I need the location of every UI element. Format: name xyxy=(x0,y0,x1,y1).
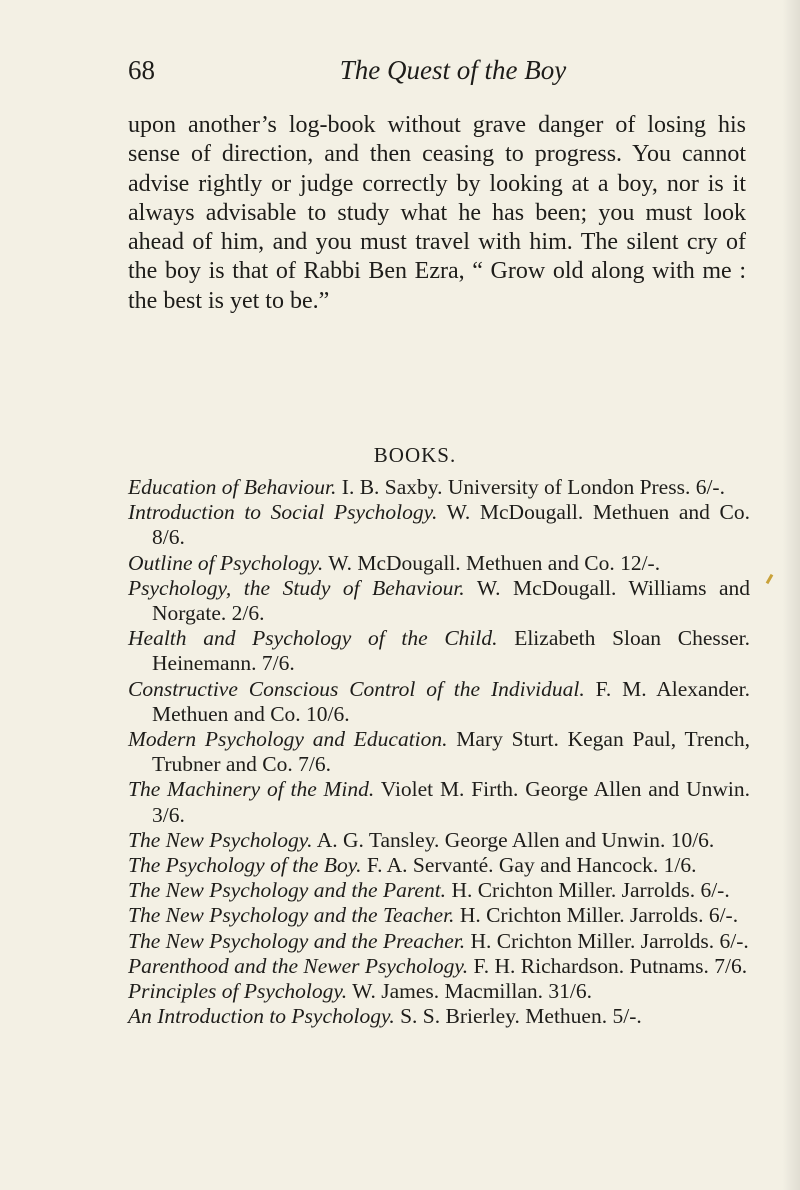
book-details: W. James. Macmillan. 31/6. xyxy=(352,979,592,1004)
page-edge-shadow xyxy=(782,0,800,1190)
book-entry xyxy=(128,878,750,903)
running-title: The Quest of the Boy xyxy=(339,55,567,85)
book-title: The New Psychology and the Parent. xyxy=(128,878,447,903)
book-title: Principles of Psychology. xyxy=(128,979,348,1004)
book-details: H. Crichton Miller. Jarrolds. 6/-. xyxy=(451,878,730,903)
book-details: Mary Sturt. Kegan Paul, Trench, Trubner and Co. 7/6. xyxy=(152,727,750,777)
book-entry xyxy=(128,954,750,979)
book-entry xyxy=(128,626,750,676)
book-title: Introduction to Social Psychology. xyxy=(128,500,438,525)
book-title: Health and Psychology of the Child. xyxy=(128,626,498,651)
book-entry xyxy=(128,903,750,928)
book-title: The New Psychology and the Teacher. xyxy=(128,903,455,928)
book-entry xyxy=(128,1004,750,1029)
book-entry xyxy=(128,677,750,727)
book-details: H. Crichton Miller. Jarrolds. 6/-. xyxy=(459,903,739,928)
book-title: An Introduction to Psychology. xyxy=(128,1004,395,1029)
book-entry xyxy=(128,727,750,777)
book-entry xyxy=(128,475,750,500)
books-heading: BOOKS. xyxy=(373,443,457,467)
body-paragraph: upon another’s log-book without grave danger of losing his sense of direction, and then ceasing to progress. You cannot advise rightly or judge correctly by looking at a boy, nor is it always advisable to study what he has been; you must look ahead of him, and you must travel with him. The silent cry of the boy is that of Rabbi Ben Ezra, “ Grow old along with me : the best is yet to be.” xyxy=(128,112,746,314)
book-details: Elizabeth Sloan Chesser. Heinemann. 7/6. xyxy=(152,626,751,676)
book-entry xyxy=(128,576,750,626)
book-details: W. McDougall. Methuen and Co. 12/-. xyxy=(328,550,661,575)
book-details: I. B. Saxby. University of London Press. 6/-. xyxy=(341,475,725,499)
book-list xyxy=(128,475,750,1029)
book-entry xyxy=(128,979,750,1004)
book-details: S. S. Brierley. Methuen. 5/-. xyxy=(400,1004,642,1029)
book-entry xyxy=(128,828,750,853)
book-title: The New Psychology and the Preacher. xyxy=(128,928,466,953)
book-details: Violet M. Firth. George Allen and Unwin. 3/6. xyxy=(152,777,750,827)
book-title: Outline of Psychology. xyxy=(128,550,324,575)
book-details: A. G. Tansley. George Allen and Unwin. 10/6. xyxy=(316,827,715,852)
book-title: The New Psychology. xyxy=(128,827,313,852)
book-details: F. A. Servanté. Gay and Hancock. 1/6. xyxy=(366,853,697,878)
book-title: The Machinery of the Mind. xyxy=(128,777,375,802)
page-header xyxy=(128,55,748,95)
book-entry xyxy=(128,853,750,878)
book-details: W. McDougall. Williams and Norgate. 2/6. xyxy=(152,575,750,626)
book-title: The Psychology of the Boy. xyxy=(128,853,362,878)
book-entry xyxy=(128,551,750,576)
book-title: Psychology, the Study of Behaviour. xyxy=(128,575,465,600)
book-entry xyxy=(128,929,750,954)
book-details: F. H. Richardson. Putnams. 7/6. xyxy=(473,953,748,978)
book-entry xyxy=(128,777,750,827)
book-details: F. M. Alexander. Methuen and Co. 10/6. xyxy=(152,676,750,726)
book-title: Modern Psychology and Education. xyxy=(128,727,448,752)
book-title: Education of Behaviour. xyxy=(128,475,337,499)
book-details: H. Crichton Miller. Jarrolds. 6/-. xyxy=(470,928,749,953)
book-title: Constructive Conscious Control of the Individual. xyxy=(128,676,585,701)
book-details: W. McDougall. Methuen and Co. 8/6. xyxy=(152,500,750,550)
book-entry xyxy=(128,500,750,550)
page-number: 68 xyxy=(128,55,155,85)
ink-mark xyxy=(766,574,774,584)
book-title: Parenthood and the Newer Psychology. xyxy=(128,953,469,978)
